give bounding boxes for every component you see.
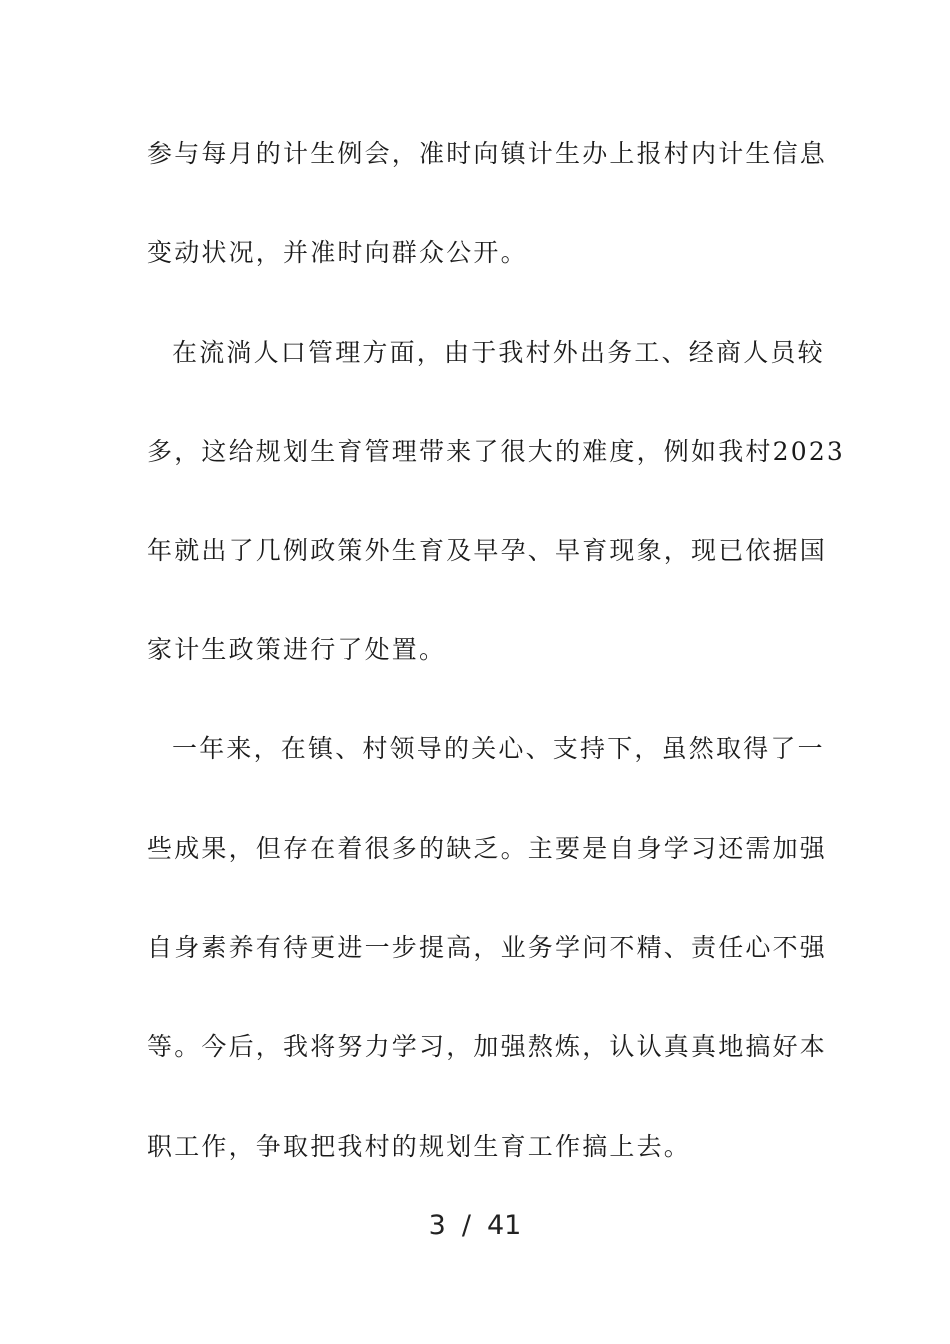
- text-line: 多，这给规划生育管理带来了很大的难度，例如我村2023: [147, 437, 846, 466]
- text-line: 参与每月的计生例会，准时向镇计生办上报村内计生信息: [147, 139, 828, 168]
- current-page-number: 3: [428, 1210, 446, 1241]
- text-line: 自身素养有待更进一步提高，业务学问不精、责任心不强: [147, 933, 828, 962]
- text-line: 职工作，争取把我村的规划生育工作搞上去。: [147, 1132, 692, 1161]
- text-line: 变动状况，并准时向群众公开。: [147, 238, 528, 267]
- text-line: 家计生政策进行了处置。: [147, 635, 447, 664]
- total-pages-number: 41: [486, 1210, 522, 1241]
- text-line: 年就出了几例政策外生育及早孕、早育现象，现已依据国: [147, 536, 828, 565]
- page-separator: /: [461, 1210, 471, 1241]
- text-line: 一年来，在镇、村领导的关心、支持下，虽然取得了一: [172, 734, 825, 763]
- text-line: 等。今后，我将努力学习，加强熬炼，认认真真地搞好本: [147, 1032, 828, 1061]
- text-line: 些成果，但存在着很多的缺乏。主要是自身学习还需加强: [147, 834, 828, 863]
- text-line: 在流淌人口管理方面，由于我村外出务工、经商人员较: [172, 338, 825, 367]
- page-number: [0, 1206, 950, 1246]
